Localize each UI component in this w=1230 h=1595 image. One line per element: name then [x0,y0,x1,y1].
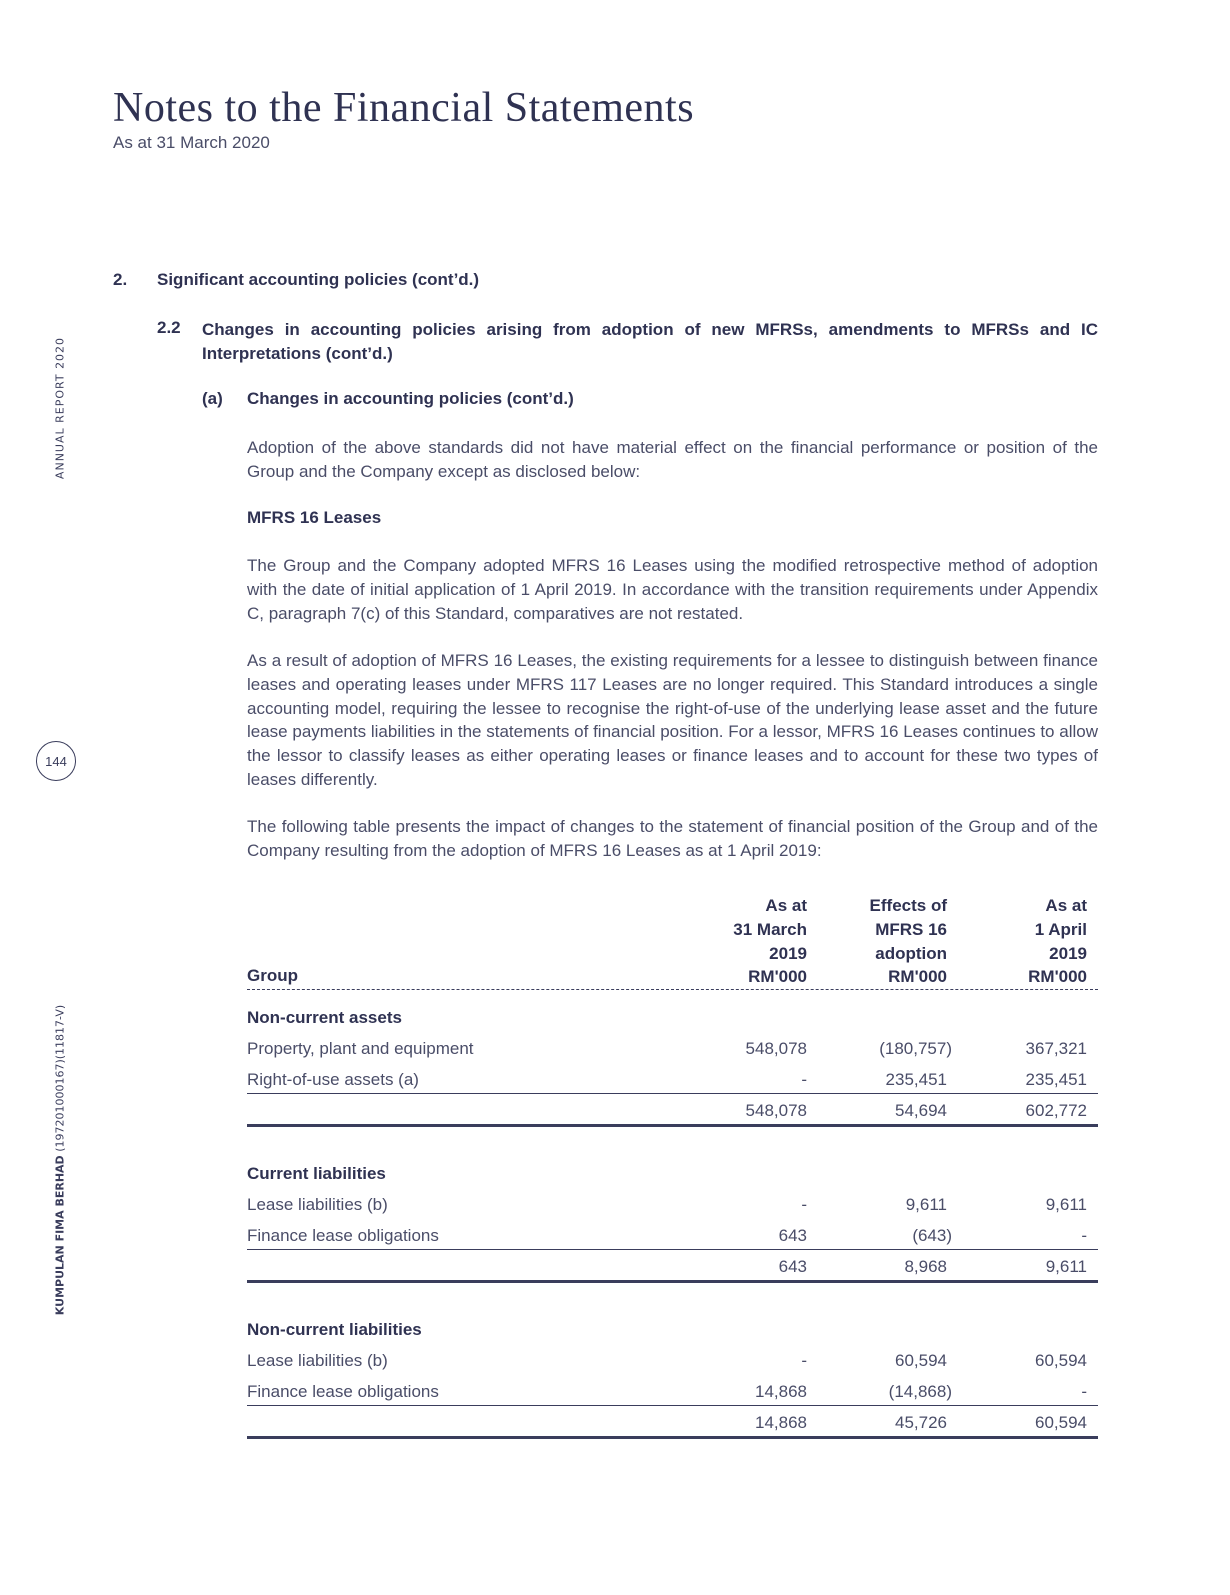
table-cell: - [801,1195,807,1214]
page-number-text: 144 [45,753,67,769]
table-row-label: Right-of-use assets (a) [247,1070,419,1089]
col3-header-line: 1 April [1034,919,1087,939]
table-cell: 235,451 [885,1070,947,1089]
paragraph-2: The Group and the Company adopted MFRS 16 Leases using the modified retrospective method of adoption with the date of initial application of 1 April 2019. In accordance with the transition requirements under Appendix C, paragraph 7(c) of this Standard, comparatives are not restated. [247,556,1098,623]
page-subtitle: As at 31 March 2020 [113,133,270,152]
table-cell: (643) [912,1226,952,1245]
col1-header-line: 2019 [769,943,807,963]
table-row-label: Lease liabilities (b) [247,1195,388,1214]
col3-header-line: RM'000 [1028,967,1087,987]
col2-header-line: adoption [875,943,947,963]
company-name: KUMPULAN FIMA BERHAD [53,1155,67,1316]
paragraph-1: Adoption of the above standards did not have material effect on the financial performance or position of the Group and the Company except as disclosed below: [247,438,1098,481]
table-cell: - [801,1070,807,1089]
table-cell: - [1081,1382,1087,1401]
total-cell: 14,868 [755,1413,807,1432]
section-label-ncl: Non-current liabilities [247,1320,422,1339]
table-row-label: Property, plant and equipment [247,1039,474,1058]
col2-header-line: MFRS 16 [875,919,947,939]
total-cell: 8,968 [904,1257,947,1276]
table-cell: 235,451 [1025,1070,1087,1089]
table-row-label: Finance lease obligations [247,1226,439,1245]
table-cell: 60,594 [895,1351,947,1370]
table-cell: (14,868) [888,1382,952,1401]
total-line [247,1436,1098,1439]
table-cell: 548,078 [745,1039,807,1058]
total-cell: 643 [778,1257,807,1276]
table-cell: (180,757) [879,1039,952,1058]
col1-header [733,894,807,989]
table-row-label: Lease liabilities (b) [247,1351,388,1370]
col2-header-line: RM'000 [888,967,947,987]
total-line [247,1124,1098,1127]
col2-header [870,894,947,989]
col3-header [1028,894,1087,989]
subtotal-line [247,1405,1098,1406]
col2-header-line: Effects of [869,896,947,915]
section-title: Significant accounting policies (cont’d.) [157,270,480,289]
total-cell: 602,772 [1025,1101,1087,1120]
item-title: Changes in accounting policies (cont’d.) [247,389,574,408]
subsection-number: 2.2 [157,318,181,337]
subsection-title: Changes in accounting policies arising from adoption of new MFRSs, amendments to MFRSs and IC Interpretations (cont’d.) [202,320,1098,363]
total-cell: 548,078 [745,1101,807,1120]
total-cell: 9,611 [1045,1257,1087,1276]
table-cell: 9,611 [905,1195,947,1214]
table-cell: 60,594 [1035,1351,1087,1370]
company-label [54,1005,67,1315]
col1-header-line: As at [765,896,807,915]
table-row-label: Finance lease obligations [247,1382,439,1401]
section-label-nca: Non-current assets [247,1008,402,1027]
total-cell: 60,594 [1035,1413,1087,1432]
mfrs-heading: MFRS 16 Leases [247,508,382,527]
table-cell: 14,868 [755,1382,807,1401]
col1-header-line: 31 March [733,919,807,939]
total-line [247,1280,1098,1283]
col3-header-line: 2019 [1049,943,1087,963]
item-number: (a) [202,389,223,408]
page-number [36,741,76,781]
table-cell: 367,321 [1025,1039,1087,1058]
total-cell: 54,694 [895,1101,947,1120]
table-cell: 9,611 [1045,1195,1087,1214]
paragraph-4: The following table presents the impact of changes to the statement of financial position of the Group and of the Company resulting from the adoption of MFRS 16 Leases as at 1 April 2019: [247,817,1098,860]
page-title: Notes to the Financial Statements [113,85,695,131]
annual-report-label: ANNUAL REPORT 2020 [53,336,67,480]
total-cell: 45,726 [895,1413,947,1432]
subtotal-line [247,1093,1098,1094]
table-cell: 643 [778,1226,807,1245]
subtotal-line [247,1249,1098,1250]
company-reg: (197201000167)(11817-V) [53,1004,67,1152]
paragraph-3: As a result of adoption of MFRS 16 Leases, the existing requirements for a lessee to distinguish between finance leases and operating leases under MFRS 117 Leases are no longer required. This Standard introduces a single accounting model, requiring the lessee to recognise the right-of-use of the underlying lease asset and the future lease payments liabilities in the statements of financial position. For a lessor, MFRS 16 Leases continues to allow the lessor to classify leases as either operating leases or finance leases and to account for these two types of leases differently. [247,651,1098,789]
section-label-cl: Current liabilities [247,1164,386,1183]
table-row-header: Group [247,966,298,985]
col3-header-line: As at [1045,896,1087,915]
header-divider [247,989,1098,990]
table-cell: - [1081,1226,1087,1245]
col1-header-line: RM'000 [748,967,807,987]
section-number: 2. [113,270,128,289]
table-cell: - [801,1351,807,1370]
